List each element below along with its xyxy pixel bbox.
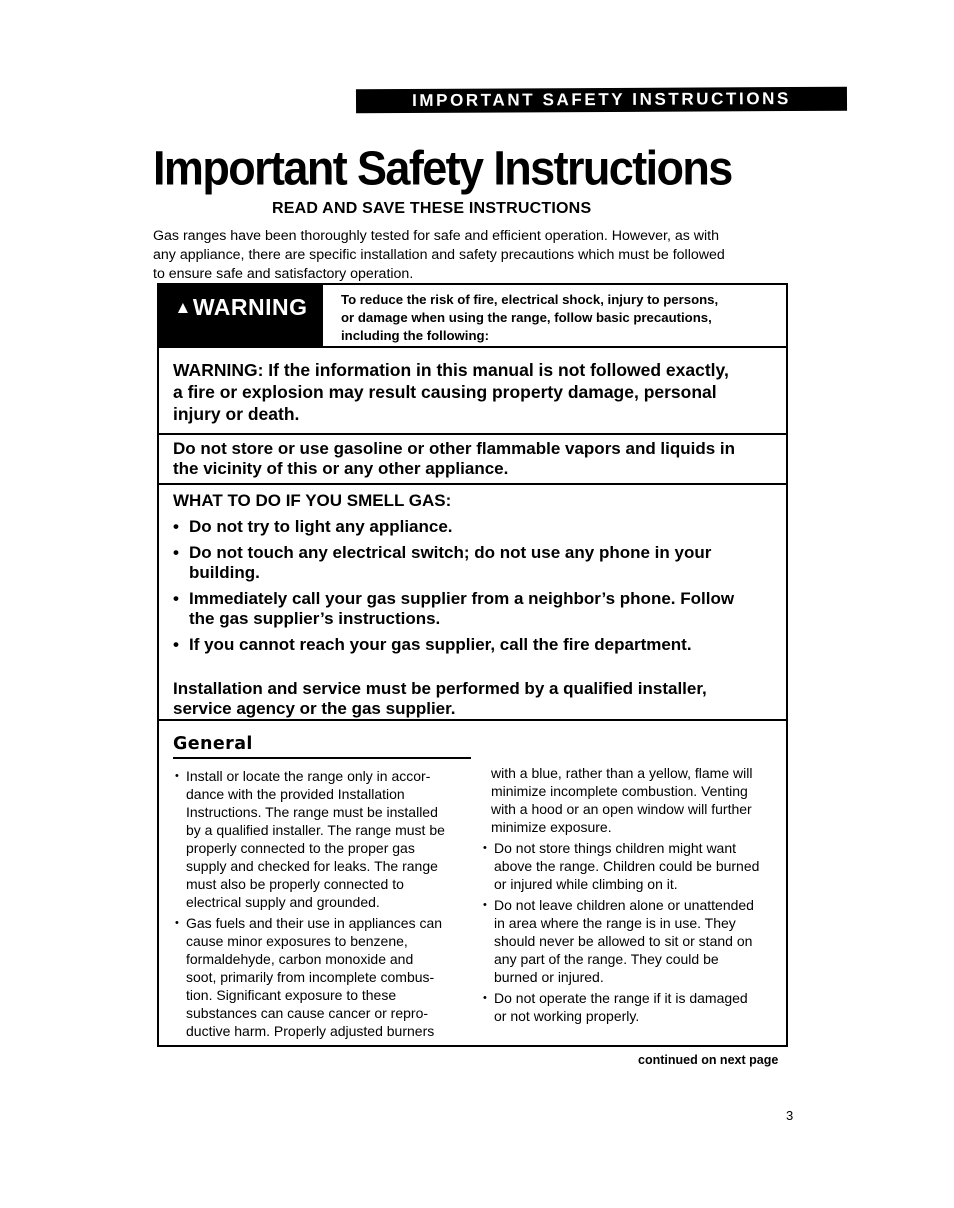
list-item — [481, 989, 791, 1025]
list-item-line: Do not touch any electrical switch; do not use any phone in your — [189, 543, 712, 562]
list-item — [481, 764, 791, 836]
list-item-line: should never be allowed to sit or stand on — [494, 933, 753, 949]
warning-intro-line: including the following: — [341, 328, 489, 343]
bullet-icon: • — [175, 770, 179, 782]
bullet-icon: • — [173, 517, 179, 536]
bullet-icon: • — [175, 917, 179, 929]
gasoline-line: Do not store or use gasoline or other flammable vapors and liquids in — [173, 439, 736, 458]
continued-note: continued on next page — [638, 1053, 779, 1067]
list-item — [173, 767, 473, 911]
bullet-icon: • — [483, 992, 487, 1004]
list-item-line: Do not operate the range if it is damaged — [494, 990, 748, 1006]
list-item-line: substances can cause cancer or repro- — [186, 1005, 429, 1021]
manual-warning-line: a fire or explosion may result causing property damage, personal — [173, 382, 717, 402]
page-number: 3 — [786, 1108, 794, 1123]
warning-intro — [341, 291, 781, 345]
list-item-line: properly connected to the proper gas — [186, 840, 415, 856]
warning-label-text: WARNING — [192, 294, 308, 320]
general-right-column — [481, 764, 791, 1028]
bullet-icon: • — [173, 635, 179, 654]
intro-paragraph — [153, 227, 788, 284]
divider — [157, 719, 788, 721]
list-item-line: any part of the range. They could be — [494, 951, 719, 967]
smell-gas-section — [173, 491, 783, 655]
manual-warning-line: injury or death. — [173, 404, 300, 424]
list-item-line: building. — [189, 563, 260, 582]
gasoline-line: the vicinity of this or any other appliance. — [173, 459, 509, 478]
bullet-icon: • — [173, 543, 179, 562]
list-item-line: the gas supplier’s instructions. — [189, 609, 441, 628]
list-item — [173, 517, 783, 537]
general-heading: General — [173, 734, 253, 754]
list-item-line: with a hood or an open window will further — [491, 801, 752, 817]
divider — [157, 346, 788, 348]
manual-warning-line: WARNING: If the information in this manual is not followed exactly, — [173, 360, 729, 380]
warning-intro-line: To reduce the risk of fire, electrical shock, injury to persons, — [341, 292, 719, 307]
list-item-line: cause minor exposures to benzene, — [186, 933, 408, 949]
list-item-line: above the range. Children could be burned — [494, 858, 760, 874]
warning-label — [159, 285, 323, 348]
list-item-line: Do not store things children might want — [494, 840, 737, 856]
page-subtitle: READ AND SAVE THESE INSTRUCTIONS — [272, 200, 592, 217]
list-item-line: Instructions. The range must be installed — [186, 804, 438, 820]
list-item — [173, 589, 783, 629]
warning-triangle-icon: ▲ — [174, 298, 192, 317]
installation-section — [173, 679, 783, 719]
divider — [157, 433, 788, 435]
list-item-line: or not working properly. — [494, 1008, 640, 1024]
list-item-line: soot, primarily from incomplete combus- — [186, 969, 435, 985]
list-item-line: Immediately call your gas supplier from a neighbor’s phone. Follow — [189, 589, 735, 608]
bullet-icon: • — [483, 899, 487, 911]
intro-line: any appliance, there are specific installation and safety precautions which must be followed — [153, 247, 725, 263]
list-item — [481, 839, 791, 893]
gasoline-section — [173, 439, 783, 479]
divider — [157, 483, 788, 485]
list-item — [173, 543, 783, 583]
list-item-line: minimize incomplete combustion. Venting — [491, 783, 748, 799]
warning-box — [157, 283, 788, 1047]
list-item — [173, 914, 473, 1040]
list-item-line: Do not try to light any appliance. — [189, 517, 453, 536]
general-left-column — [173, 767, 473, 1043]
bullet-icon: • — [483, 842, 487, 854]
list-item-line: or injured while climbing on it. — [494, 876, 678, 892]
manual-warning-section — [173, 359, 783, 425]
list-item-line: electrical supply and grounded. — [186, 894, 380, 910]
list-item — [481, 896, 791, 986]
list-item-line: burned or injured. — [494, 969, 604, 985]
section-header-bar: IMPORTANT SAFETY INSTRUCTIONS — [356, 87, 847, 114]
list-item-line: in area where the range is in use. They — [494, 915, 736, 931]
list-item-line: Install or locate the range only in accor- — [186, 768, 431, 784]
smell-gas-heading: WHAT TO DO IF YOU SMELL GAS: — [173, 491, 452, 510]
bullet-icon: • — [173, 589, 179, 608]
list-item-line: Gas fuels and their use in appliances can — [186, 915, 443, 931]
list-item-line: If you cannot reach your gas supplier, call the fire department. — [189, 635, 692, 654]
list-item-line: with a blue, rather than a yellow, flame will — [491, 765, 753, 781]
list-item-line: tion. Significant exposure to these — [186, 987, 397, 1003]
page-title: Important Safety Instructions — [153, 140, 732, 196]
list-item-line: supply and checked for leaks. The range — [186, 858, 438, 874]
list-item-line: ductive harm. Properly adjusted burners — [186, 1023, 435, 1039]
installation-line: Installation and service must be performed by a qualified installer, — [173, 679, 707, 698]
list-item-line: dance with the provided Installation — [186, 786, 405, 802]
installation-line: service agency or the gas supplier. — [173, 699, 456, 718]
intro-line: to ensure safe and satisfactory operation. — [153, 266, 414, 282]
general-heading-rule — [173, 757, 471, 759]
intro-line: Gas ranges have been thoroughly tested for safe and efficient operation. However, as with — [153, 228, 720, 244]
list-item-line: minimize exposure. — [491, 819, 612, 835]
list-item-line: by a qualified installer. The range must be — [186, 822, 445, 838]
list-item-line: must also be properly connected to — [186, 876, 404, 892]
list-item-line: formaldehyde, carbon monoxide and — [186, 951, 414, 967]
warning-intro-line: or damage when using the range, follow basic precautions, — [341, 310, 712, 325]
list-item-line: Do not leave children alone or unattended — [494, 897, 754, 913]
list-item — [173, 635, 783, 655]
